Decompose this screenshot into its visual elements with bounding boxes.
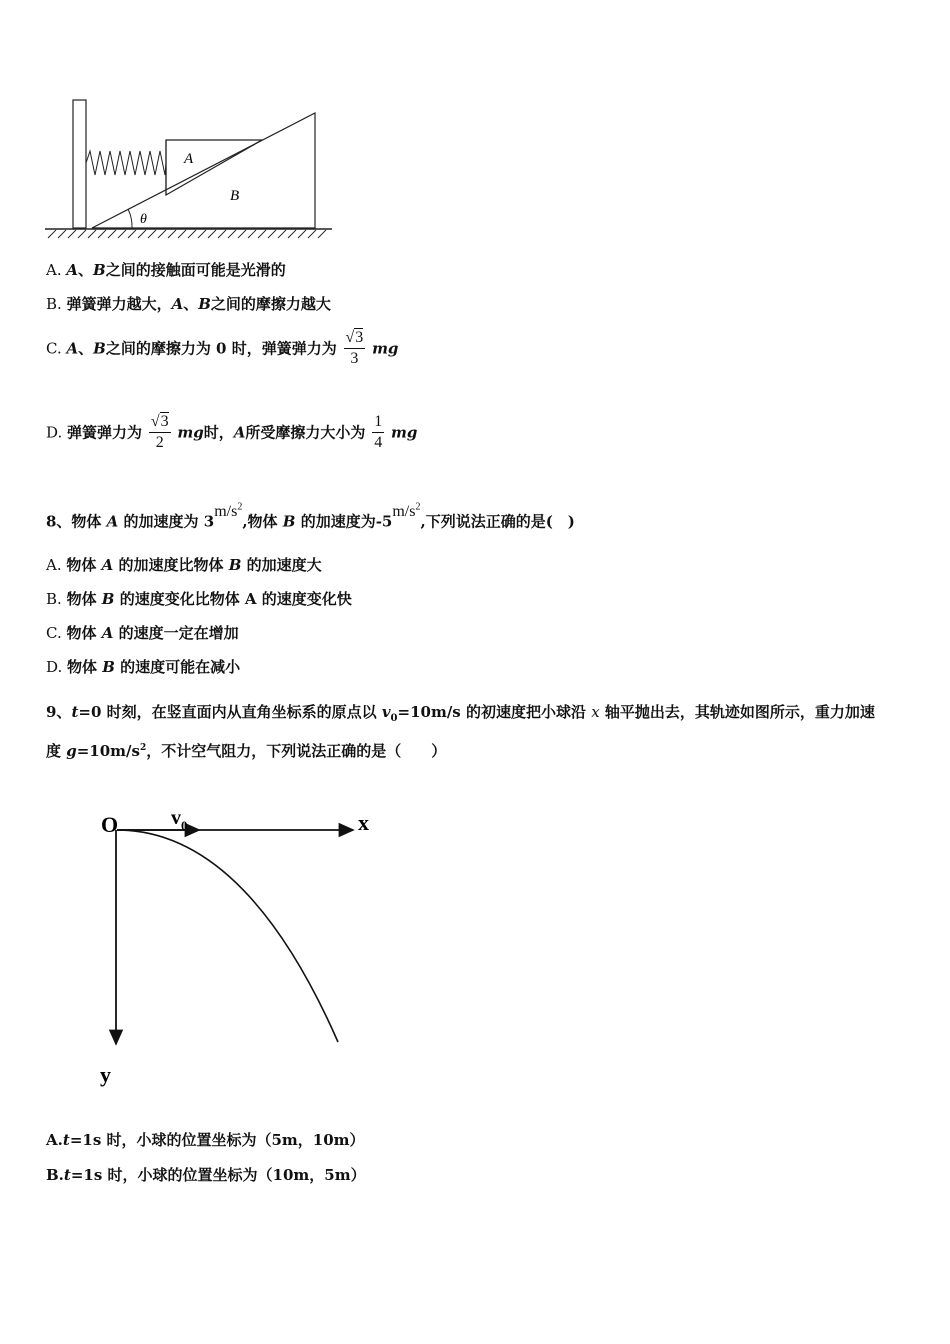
frac-numerator: 1	[372, 412, 384, 433]
option-text: =1s 时，小球的位置坐标为（5m，10m）	[69, 1131, 365, 1149]
stem-text: =0 时刻，在竖直面内从直角坐标系的原点以	[78, 703, 382, 721]
q9-option-a	[46, 1130, 365, 1150]
option-text: 、	[183, 295, 199, 313]
option-letter: A.	[46, 1131, 63, 1149]
stem-text: 度	[46, 742, 67, 760]
option-text: B	[228, 556, 242, 574]
fraction-sqrt3-over-2: $\frac{√3}{2}$	[150, 413, 169, 451]
option-text: B	[93, 261, 106, 279]
stem-text: 8、物体	[46, 512, 107, 531]
stem-text: =10m/s 的初速度把小球沿	[397, 703, 592, 721]
frac-numerator: 3	[355, 329, 364, 346]
option-text: 之间的摩擦力越大	[210, 295, 331, 313]
option-text: 物体	[66, 590, 102, 608]
frac-numerator: 3	[160, 413, 169, 430]
label-a: A	[184, 151, 194, 167]
option-text: A	[66, 339, 79, 358]
q7-option-c	[46, 328, 398, 369]
stem-text: =10m/s	[76, 742, 140, 760]
label-b: B	[230, 188, 240, 204]
stem-text: x	[591, 703, 600, 721]
option-text: B	[101, 590, 115, 608]
option-letter: B.	[46, 295, 67, 313]
option-text: 之间的摩擦力为 0 时，弹簧弹力为	[105, 339, 337, 358]
option-text: =1s 时，小球的位置坐标为（10m，5m）	[70, 1166, 366, 1184]
option-text: A	[101, 556, 114, 574]
q7-option-a	[46, 260, 286, 280]
option-letter: D.	[46, 423, 68, 442]
v0-label	[171, 807, 188, 833]
fraction-1-over-4	[372, 412, 384, 453]
q7-option-b	[46, 294, 331, 314]
projectile-figure	[95, 798, 385, 1093]
option-text: A	[233, 423, 246, 442]
option-text: 所受摩擦力大小为	[245, 423, 366, 442]
stem-text: ，不计空气阻力，下列说法正确的是（ ）	[146, 742, 447, 760]
option-letter: C.	[46, 339, 67, 358]
v0-text: v	[171, 807, 181, 829]
option-text: mg	[372, 339, 399, 358]
option-text: 的速度可能在减小	[114, 658, 241, 676]
option-text: 弹簧弹力越大，	[66, 295, 172, 313]
option-text: A	[66, 261, 79, 279]
spring-wedge-figure	[40, 95, 340, 245]
stem-text: A	[106, 512, 119, 531]
wall-post	[73, 100, 86, 228]
unit-accel	[392, 503, 420, 520]
option-text: 的速度变化比物体 A 的速度变化快	[114, 590, 352, 608]
option-text: 弹簧弹力为	[67, 423, 143, 442]
option-text: B	[93, 339, 106, 358]
q7-option-d	[46, 412, 417, 453]
q8-option-d	[46, 657, 240, 677]
stem-text: g	[66, 742, 77, 760]
angle-arc	[128, 209, 132, 228]
option-letter: A.	[46, 556, 67, 574]
frac-denominator: 2	[155, 434, 164, 451]
q8-option-c	[46, 623, 239, 643]
option-text: 的加速度大	[241, 556, 322, 574]
option-text: mg	[177, 423, 204, 442]
v0-subscript: 0	[181, 818, 188, 833]
option-letter: B.	[46, 1166, 64, 1184]
y-axis-label: y	[100, 1062, 111, 1087]
option-text: 之间的接触面可能是光滑的	[105, 261, 286, 279]
unit-accel	[214, 503, 242, 520]
option-text: mg	[391, 423, 418, 442]
unit-exponent: 2	[237, 502, 243, 513]
option-text: 的速度一定在增加	[113, 624, 239, 642]
option-text: 的加速度比物体	[113, 556, 229, 574]
q8-stem	[46, 502, 575, 532]
option-text: B	[102, 658, 115, 676]
label-theta: θ	[140, 212, 147, 227]
stem-text: v	[381, 703, 391, 721]
option-text: t	[62, 1131, 70, 1149]
stem-text: t	[71, 703, 79, 721]
option-letter: D.	[46, 658, 68, 676]
q8-option-a	[46, 555, 322, 575]
option-text: 、	[78, 339, 94, 358]
q9-stem-line2	[46, 738, 446, 761]
option-text: A	[171, 295, 184, 313]
q9-option-b	[46, 1165, 366, 1185]
unit-exponent: 2	[415, 502, 421, 513]
origin-label: O	[101, 812, 119, 837]
option-text: 时，	[203, 423, 234, 442]
spring	[86, 151, 166, 175]
unit-text: m/s	[392, 503, 416, 521]
stem-text: 9、	[46, 703, 72, 721]
trajectory-curve	[117, 830, 338, 1042]
option-text: t	[63, 1166, 71, 1184]
superscript: 2	[139, 743, 147, 753]
stem-text: ,下列说法正确的是( )	[420, 512, 575, 531]
option-text: A	[101, 624, 114, 642]
stem-text: ,物体	[242, 512, 283, 531]
fraction-sqrt3-over-3: $\frac{√3}{3}$	[345, 329, 364, 367]
q9-stem-line1	[46, 702, 875, 729]
stem-text: 的加速度为-5	[295, 512, 393, 531]
frac-denominator: 4	[374, 434, 383, 451]
frac-denominator: 3	[350, 350, 359, 367]
x-axis-label: x	[358, 810, 369, 835]
subscript: 0	[390, 713, 398, 724]
option-letter: A.	[46, 261, 67, 279]
stem-text: 轴平抛出去，其轨迹如图所示，重力加速	[599, 703, 875, 721]
option-text: 物体	[66, 556, 102, 574]
stem-text: 的加速度为 3	[118, 512, 215, 531]
option-text: 、	[78, 261, 94, 279]
option-text: B	[198, 295, 211, 313]
stem-text: B	[282, 512, 296, 531]
option-letter: B.	[46, 590, 67, 608]
option-letter: C.	[46, 624, 67, 642]
unit-text: m/s	[214, 503, 238, 521]
option-text: 物体	[66, 624, 102, 642]
option-text: 物体	[67, 658, 103, 676]
q8-option-b	[46, 589, 352, 609]
